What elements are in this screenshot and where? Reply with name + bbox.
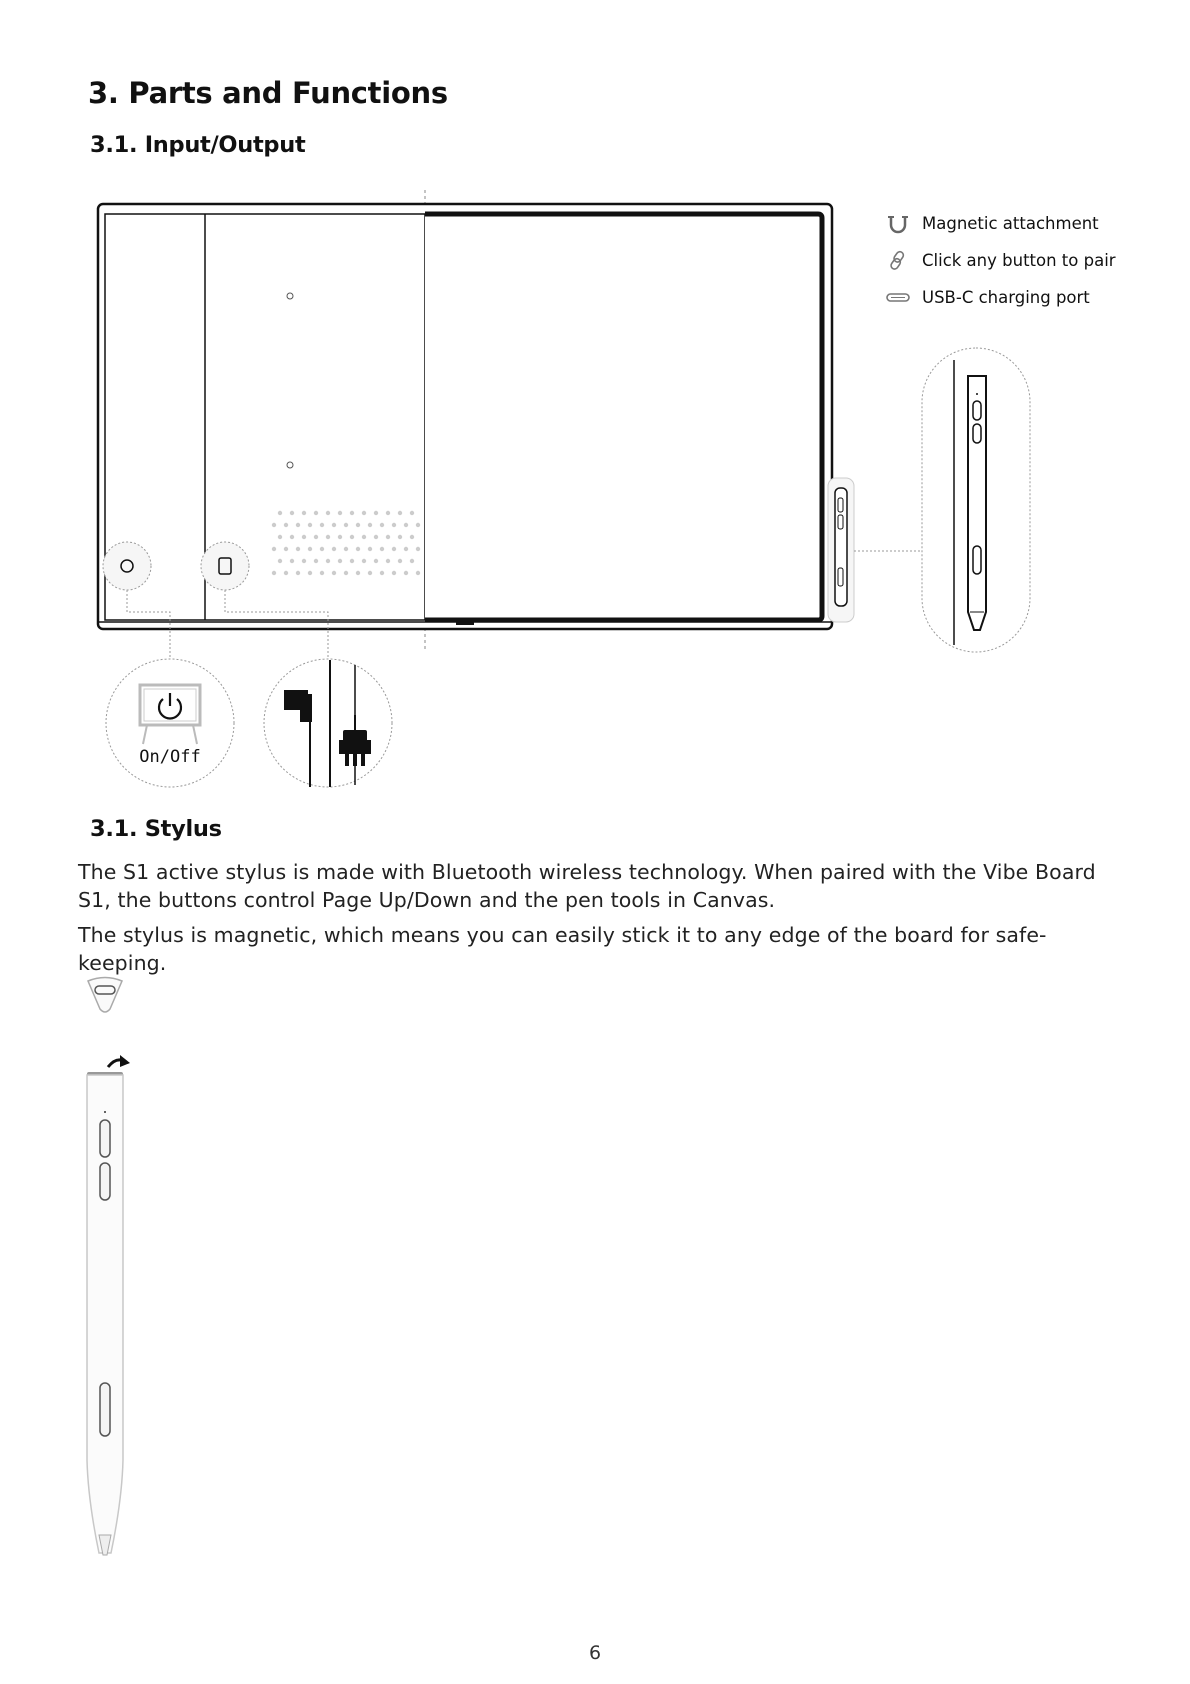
legend-label-magnetic: Magnetic attachment [922,213,1099,233]
stylus-illustration [80,975,160,1575]
legend-label-pair: Click any button to pair [922,250,1116,270]
section-heading-input-output: 3.1. Input/Output [90,132,306,158]
legend-item-magnetic [886,212,1099,234]
page-number: 6 [588,1642,602,1664]
power-label: On/Off [139,747,201,767]
stylus-magnetic-note: The stylus is magnetic, which means you can easily stick it to any edge of the board for safe-keeping. [78,923,1047,975]
usb-c-port-icon [886,286,910,308]
magnet-icon [886,212,910,234]
legend-item-usb [886,286,1090,308]
page-title: 3. Parts and Functions [88,76,448,110]
board-diagram [0,0,1190,800]
rotate-arrow-icon [108,1055,130,1067]
section-heading-stylus: 3.1. Stylus [90,816,222,842]
legend-label-usb: USB-C charging port [922,287,1090,307]
link-icon [886,249,910,271]
stylus-description: The S1 active stylus is made with Bluetooth wireless technology. When paired with the Vibe Board S1, the buttons control Page Up/Down and the pen tools in Canvas. [78,860,1096,912]
legend-item-pair [886,249,1116,271]
stylus-end-cap-icon [88,978,122,1013]
